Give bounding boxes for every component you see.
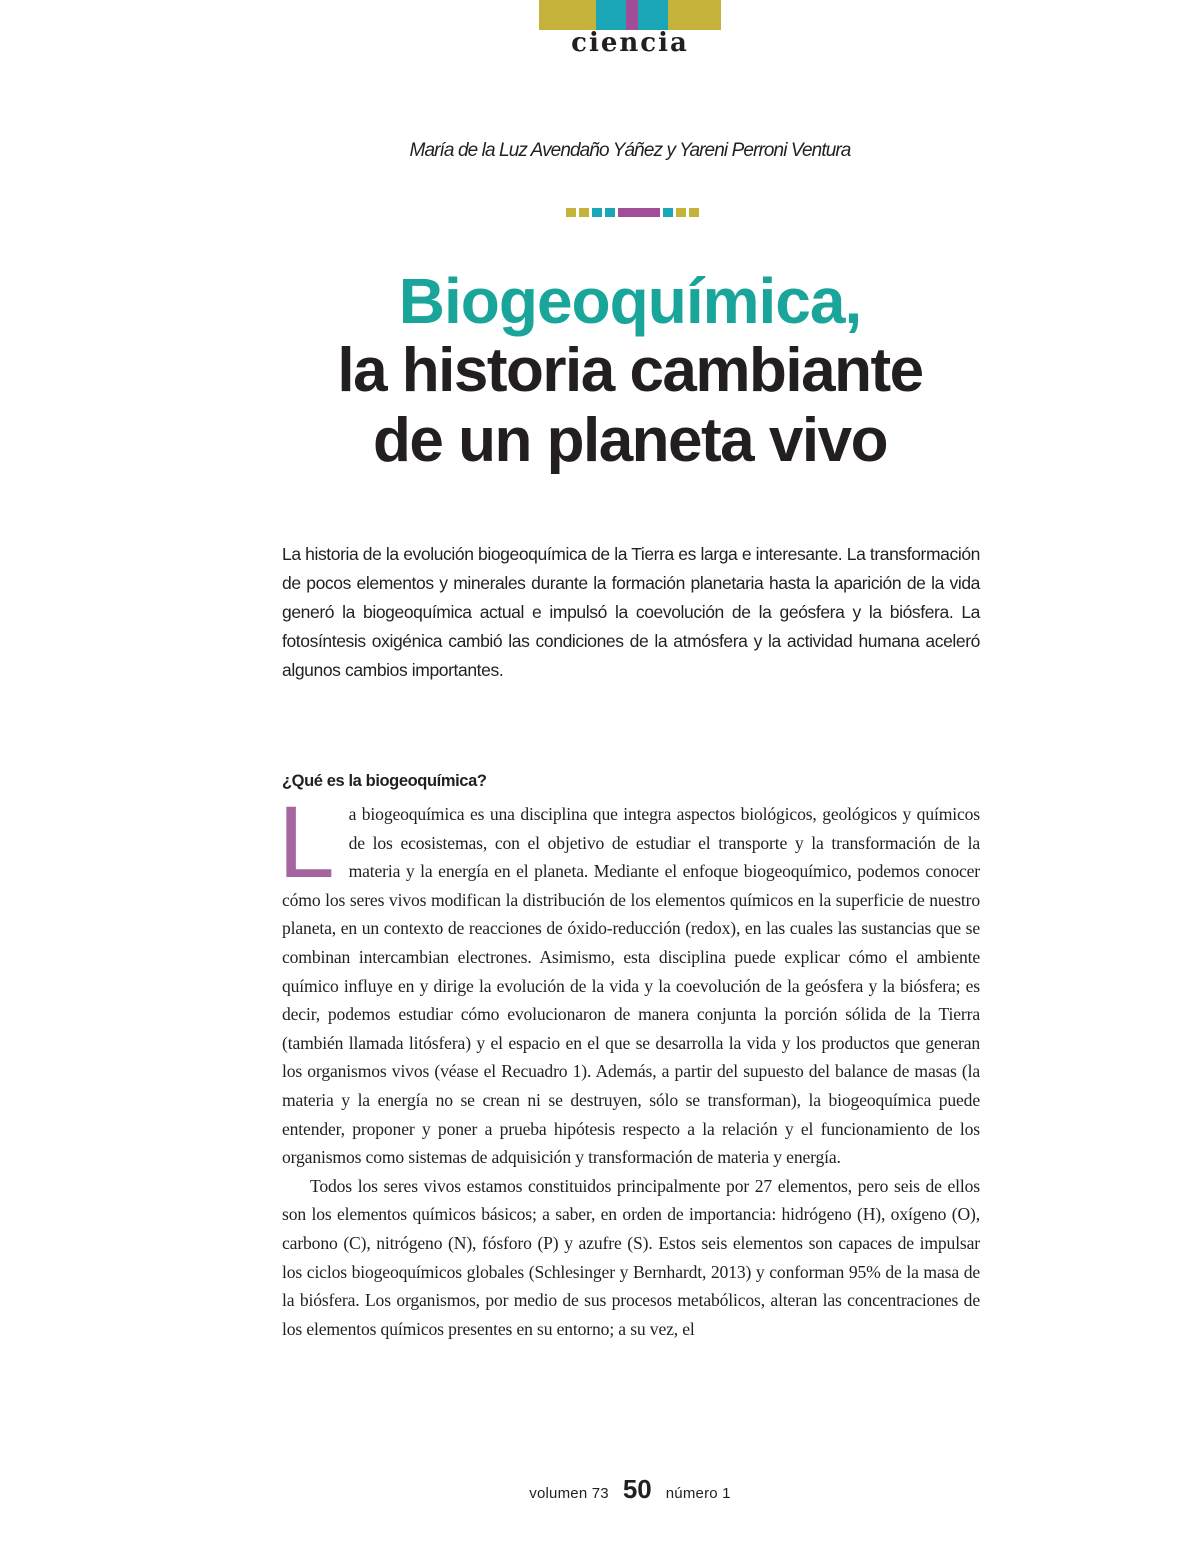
authors-byline: María de la Luz Avendaño Yáñez y Yareni Perroni Ventura — [409, 140, 851, 161]
article-body — [278, 785, 980, 1343]
color-bar-segment — [626, 0, 638, 30]
drop-cap: L — [278, 785, 335, 899]
title-line-2: la historia cambiante — [337, 336, 923, 405]
section-heading: ¿Qué es la biogeoquímica? — [282, 772, 487, 790]
section-color-bar — [539, 0, 721, 30]
paragraph — [278, 785, 980, 1172]
divider-segment — [605, 208, 615, 217]
paragraph: Todos los seres vivos estamos constituidos principalmente por 27 elementos, pero seis de ellos son los elementos químicos básicos; a saber, en orden de importancia: hidrógeno (H), oxígeno (O), carbono (C), nitrógeno (N), fósforo (P) y azufre (S). Estos seis elementos son capaces de impulsar los ciclos biogeoquímicos globales (Schlesinger y Bernhardt, 2013) y conforman 95% de la masa de la biósfera. Los organismos, por medio de sus procesos metabólicos, alteran las concentraciones de los elementos químicos presentes en su entorno; a su vez, el — [282, 1175, 980, 1339]
color-bar-segment — [638, 0, 668, 30]
paragraph-text: a biogeoquímica es una disciplina que integra aspectos biológicos, geológicos y químicos de los ecosistemas, con el objetivo de estudiar el transporte y la transformación de la materia y la energía en el planeta. Mediante el enfoque biogeoquímico, podemos conocer cómo los seres vivos modifican la distribución de los elementos químicos en la superficie de nuestro planeta, en un contexto de reacciones de óxido-reducción (redox), en las cuales las sustancias que se combinan intercambian electrones. Asimismo, esta disciplina puede explicar cómo el ambiente químico influye en y dirige la evolución de la vida y la coevolución de la geósfera y la biósfera; es decir, podemos estudiar cómo evolucionaron de manera conjunta la porción sólida de la Tierra (también llamada litósfera) y el espacio en el que se desarrolla la vida y los productos que generan los organismos vivos (véase el Recuadro 1). Además, a partir del supuesto del balance de masas (la materia y la energía no se crean ni se destruyen, sólo se transforman), la biogeoquímica puede entender, proponer y poner a prueba hipótesis respecto a la relación y el funcionamiento de los organismos como sistemas de adquisición y transformación de materia y energía. — [282, 804, 980, 1168]
title-line-1: Biogeoquímica, — [398, 265, 862, 337]
divider-segment — [663, 208, 673, 217]
divider-segment — [676, 208, 686, 217]
volume-label: volumen 73 — [529, 1485, 609, 1502]
decorative-divider — [566, 208, 699, 217]
abstract: La historia de la evolución biogeoquímica de la Tierra es larga e interesante. La transformación de pocos elementos y minerales durante la formación planetaria hasta la aparición de la vida generó la biogeoquímica actual e impulsó la coevolución de la geósfera y la biósfera. La fotosíntesis oxigénica cambió las condiciones de la atmósfera y la actividad humana aceleró algunos cambios importantes. — [282, 544, 981, 680]
page-number: 50 — [622, 1474, 652, 1504]
divider-segment — [689, 208, 699, 217]
section-label: ciencia — [571, 28, 689, 58]
divider-segment — [566, 208, 576, 217]
divider-segment — [579, 208, 589, 217]
color-bar-segment — [668, 0, 721, 30]
page-footer — [500, 1474, 760, 1505]
issue-number-label: número 1 — [665, 1485, 731, 1502]
divider-segment — [618, 208, 660, 217]
title-line-3: de un planeta vivo — [373, 406, 887, 475]
article-title — [0, 266, 1200, 476]
color-bar-segment — [539, 0, 596, 30]
divider-segment — [592, 208, 602, 217]
color-bar-segment — [596, 0, 626, 30]
